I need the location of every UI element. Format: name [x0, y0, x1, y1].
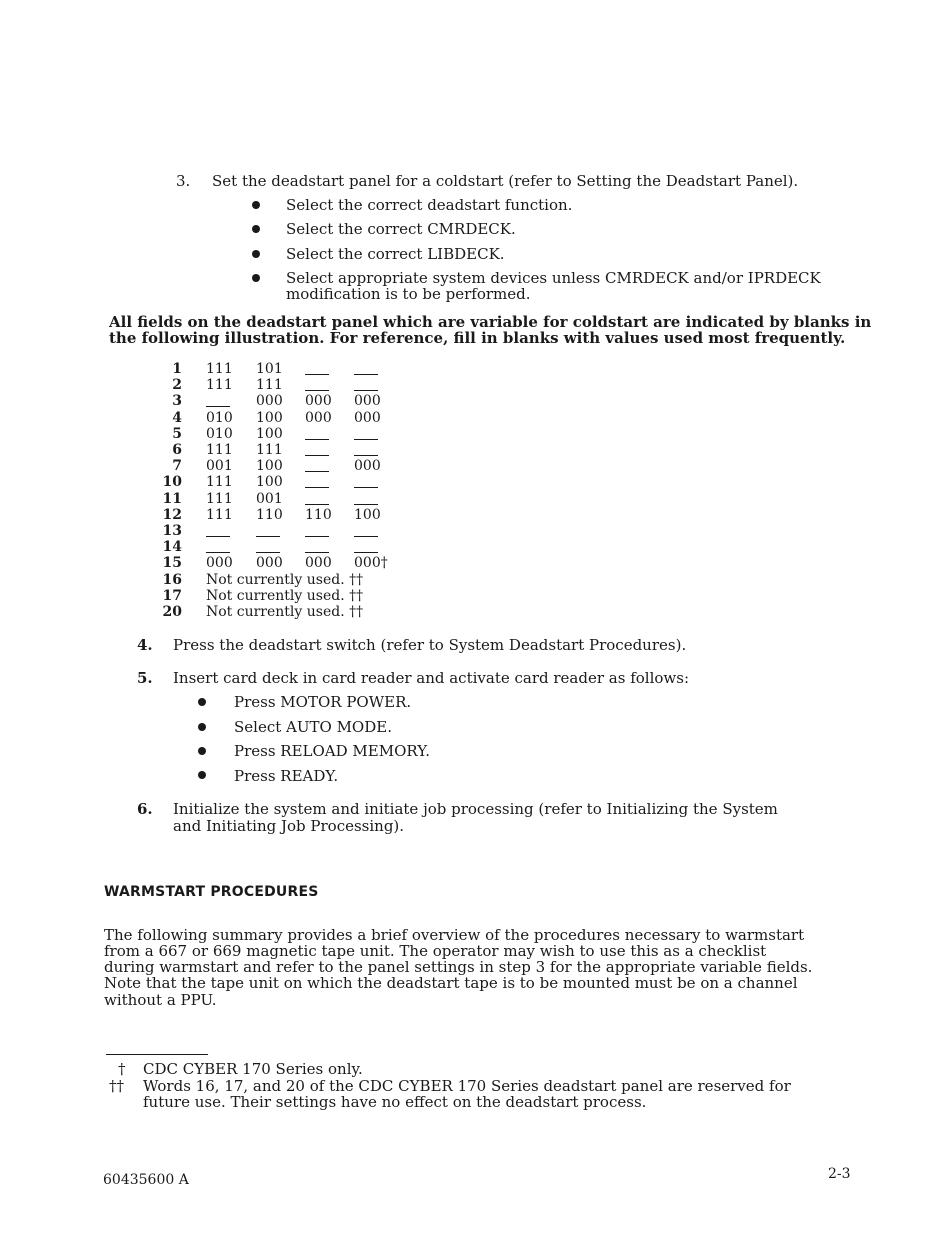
panel-cell-value: 100 [256, 458, 283, 475]
panel-cell-value: 001 [206, 458, 233, 475]
blank-underline [354, 552, 378, 553]
step-5-number: 5. [137, 669, 153, 687]
intro-line-1: All fields on the deadstart panel which are variable for coldstart are indicated by blanks in [109, 313, 872, 331]
blank-underline [206, 406, 230, 407]
page-number: 2-3 [828, 1166, 851, 1182]
blank-underline [305, 487, 329, 488]
panel-cell-value: 001 [256, 490, 283, 507]
bullet-icon [198, 771, 206, 779]
panel-blank-field [206, 393, 236, 407]
bullet-icon [252, 250, 260, 258]
panel-word-number: 14 [162, 539, 182, 556]
panel-word-number: 10 [162, 474, 182, 491]
panel-blank-field [354, 361, 384, 375]
blank-underline [256, 536, 280, 537]
step-5-bullet-1: Press MOTOR POWER. [234, 693, 412, 711]
panel-word-number: 7 [172, 458, 182, 475]
panel-word-number: 20 [162, 604, 182, 620]
panel-cell-value: 101 [256, 361, 283, 377]
panel-cell-value: 110 [305, 506, 332, 523]
panel-blank-field [206, 523, 236, 537]
document-number: 60435600 A [103, 1172, 189, 1188]
blank-underline [206, 536, 230, 537]
panel-cell-value: 000 [206, 555, 233, 572]
panel-cell-value: 110 [256, 506, 283, 523]
step-6-number: 6. [137, 800, 153, 818]
panel-blank-field [206, 539, 236, 553]
bullet-icon [198, 698, 206, 706]
blank-underline [305, 536, 329, 537]
step-6-line-1: Initialize the system and initiate job processing (refer to Initializing the System [173, 800, 778, 818]
panel-blank-field [305, 523, 335, 537]
warmstart-line-1: The following summary provides a brief overview of the procedures necessary to warmstart [104, 926, 805, 944]
blank-underline [305, 504, 329, 505]
panel-cell-value: 111 [206, 506, 233, 523]
blank-underline [354, 374, 378, 375]
bullet-icon [252, 201, 260, 209]
footnote-2-text-b: future use. Their settings have no effect on the deadstart process. [143, 1093, 647, 1111]
panel-word-number: 12 [162, 506, 182, 523]
step-3-bullet-1: Select the correct deadstart function. [286, 196, 573, 214]
panel-word-number: 13 [162, 523, 182, 539]
panel-cell-value: 000 [305, 393, 332, 410]
step-3-bullet-4: Select appropriate system devices unless CMRDECK and/or IPRDECK [286, 269, 821, 287]
panel-word-number: 16 [162, 571, 182, 588]
step-3-number: 3. [176, 172, 191, 190]
panel-cell-value: 000 [256, 555, 283, 572]
step-3-bullet-3: Select the correct LIBDECK. [286, 245, 505, 263]
panel-blank-field [305, 491, 335, 505]
panel-blank-field [305, 474, 335, 488]
blank-underline [354, 487, 378, 488]
panel-cell-value: 010 [206, 409, 233, 426]
panel-row-note: Not currently used. †† [206, 604, 364, 620]
step-3-text: Set the deadstart panel for a coldstart (refer to Setting the Deadstart Panel). [212, 172, 799, 190]
panel-row-note: Not currently used. †† [206, 571, 364, 588]
blank-underline [354, 390, 378, 391]
blank-underline [305, 471, 329, 472]
blank-underline [305, 552, 329, 553]
panel-cell-value: 111 [256, 377, 283, 394]
panel-cell-value: 000 [354, 409, 381, 426]
panel-word-number: 15 [162, 555, 182, 572]
panel-word-number: 3 [172, 393, 182, 410]
panel-blank-field [354, 426, 384, 440]
intro-line-2: the following illustration. For reference, fill in blanks with values used most frequently. [109, 329, 846, 347]
panel-blank-field [305, 361, 335, 375]
panel-blank-field [354, 474, 384, 488]
footnote-1-mark: † [118, 1060, 126, 1078]
panel-blank-field [305, 377, 335, 391]
bullet-icon [198, 747, 206, 755]
warmstart-line-4: Note that the tape unit on which the deadstart tape is to be mounted must be on a channel [104, 974, 798, 992]
blank-underline [305, 439, 329, 440]
panel-cell-value: 000† [354, 555, 388, 572]
step-5-bullet-3: Press RELOAD MEMORY. [234, 742, 430, 760]
panel-word-number: 5 [172, 425, 182, 442]
footnote-2-mark: †† [109, 1077, 124, 1095]
blank-underline [305, 390, 329, 391]
blank-underline [206, 552, 230, 553]
bullet-icon [252, 274, 260, 282]
step-3-bullet-2: Select the correct CMRDECK. [286, 220, 516, 238]
step-4-text: Press the deadstart switch (refer to System Deadstart Procedures). [173, 636, 687, 654]
panel-blank-field [256, 523, 286, 537]
bullet-icon [198, 723, 206, 731]
panel-cell-value: 000 [354, 458, 381, 475]
panel-blank-field [305, 458, 335, 472]
panel-blank-field [305, 539, 335, 553]
step-5-bullet-4: Press READY. [234, 767, 339, 785]
footnote-divider [106, 1054, 208, 1055]
panel-cell-value: 111 [206, 377, 233, 394]
blank-underline [354, 439, 378, 440]
step-6-line-2: and Initiating Job Processing). [173, 817, 405, 835]
blank-underline [305, 374, 329, 375]
step-4-number: 4. [137, 636, 153, 654]
blank-underline [256, 552, 280, 553]
panel-cell-value: 000 [256, 393, 283, 410]
panel-blank-field [256, 539, 286, 553]
blank-underline [354, 536, 378, 537]
panel-blank-field [305, 426, 335, 440]
warmstart-line-2: from a 667 or 669 magnetic tape unit. The operator may wish to use this as a checklist [104, 942, 767, 960]
panel-cell-value: 111 [206, 361, 233, 377]
panel-row-note: Not currently used. †† [206, 587, 364, 604]
step-3-bullet-4-cont: modification is to be performed. [286, 285, 531, 303]
panel-cell-value: 000 [305, 409, 332, 426]
blank-underline [354, 455, 378, 456]
blank-underline [305, 455, 329, 456]
panel-word-number: 6 [172, 442, 182, 458]
warmstart-line-5: without a PPU. [104, 991, 217, 1009]
panel-cell-value: 111 [206, 490, 233, 507]
panel-blank-field [354, 491, 384, 505]
warmstart-heading: WARMSTART PROCEDURES [104, 884, 319, 900]
step-5-bullet-2: Select AUTO MODE. [234, 718, 392, 736]
blank-underline [354, 504, 378, 505]
footnote-1-text: CDC CYBER 170 Series only. [143, 1060, 363, 1078]
panel-cell-value: 010 [206, 425, 233, 442]
panel-cell-value: 000 [354, 393, 381, 410]
panel-word-number: 2 [172, 377, 182, 394]
bullet-icon [252, 225, 260, 233]
panel-cell-value: 100 [256, 474, 283, 491]
panel-word-number: 17 [162, 587, 182, 604]
panel-blank-field [354, 442, 384, 456]
warmstart-line-3: during warmstart and refer to the panel settings in step 3 for the appropriate variable fields. [104, 958, 813, 976]
panel-cell-value: 100 [354, 506, 381, 523]
panel-cell-value: 100 [256, 409, 283, 426]
panel-word-number: 11 [162, 490, 182, 507]
footnote-2-text-a: Words 16, 17, and 20 of the CDC CYBER 170 Series deadstart panel are reserved for [143, 1077, 791, 1095]
panel-cell-value: 111 [256, 442, 283, 458]
panel-blank-field [305, 442, 335, 456]
panel-blank-field [354, 523, 384, 537]
panel-blank-field [354, 377, 384, 391]
panel-cell-value: 100 [256, 425, 283, 442]
panel-blank-field [354, 539, 384, 553]
step-5-text: Insert card deck in card reader and activate card reader as follows: [173, 669, 689, 687]
panel-cell-value: 000 [305, 555, 332, 572]
panel-cell-value: 111 [206, 474, 233, 491]
panel-cell-value: 111 [206, 442, 233, 458]
panel-word-number: 4 [172, 409, 182, 426]
panel-word-number: 1 [172, 361, 182, 377]
